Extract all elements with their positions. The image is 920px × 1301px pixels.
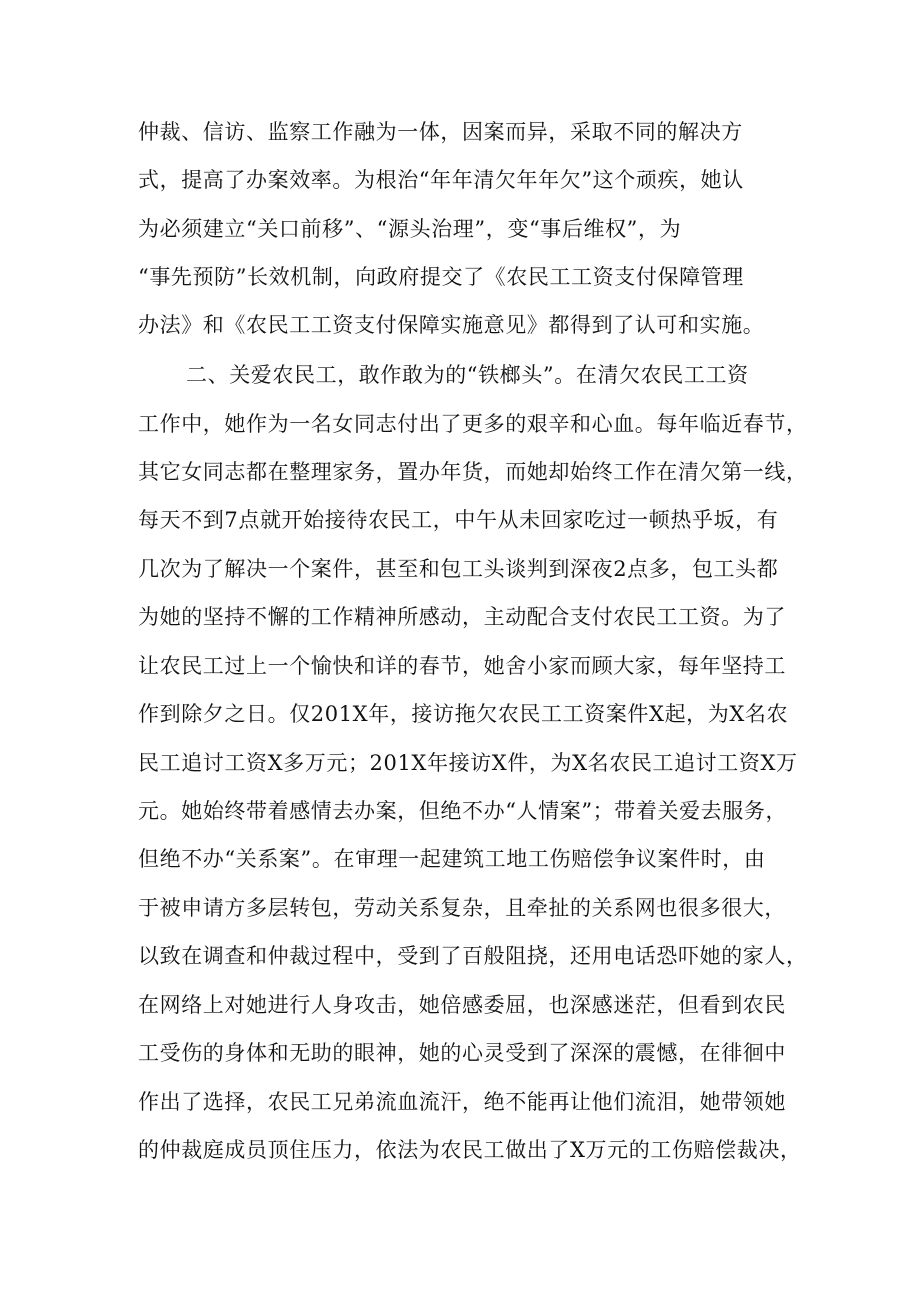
- text-line: 办法》和《农民工工资支付保障实施意见》都得到了认可和实施。: [138, 313, 765, 337]
- text-line: 其它女同志都在整理家务，置办年货，而她却始终工作在清欠第一线，: [138, 460, 808, 484]
- text-line: 作到除夕之日。仅201X年，接访拖欠农民工工资案件X起，为X名农: [138, 702, 789, 726]
- text-line: 的仲裁庭成员顶住压力，依法为农民工做出了X万元的工伤赔偿裁决，: [138, 1138, 802, 1162]
- text-line: 几次为了解决一个案件，甚至和包工头谈判到深夜2点多，包工头都: [138, 557, 779, 581]
- text-line: 在网络上对她进行人身攻击，她倍感委屈，也深感迷茫，但看到农民: [138, 993, 786, 1017]
- text-line: 但绝不办“关系案”。在审理一起建筑工地工伤赔偿争议案件时，由: [138, 847, 766, 871]
- text-line: 让农民工过上一个愉快和详的春节，她舍小家而顾大家，每年坚持工: [138, 654, 786, 678]
- text-line: 每天不到7点就开始接待农民工，中午从未回家吃过一顿热乎坂，有: [138, 508, 779, 532]
- text-line: 于被申请方多层转包，劳动关系复杂，且牵扯的关系网也很多很大，: [138, 896, 786, 920]
- text-line: “事先预防”长效机制，向政府提交了《农民工工资支付保障管理: [138, 265, 744, 289]
- text-line: 元。她始终带着感情去办案，但绝不办“人情案”；带着关爱去服务，: [138, 799, 788, 823]
- text-line: 以致在调查和仲裁过程中，受到了百般阻挠，还用电话恐吓她的家人，: [138, 944, 808, 968]
- text-line: 为必须建立“关口前移”、“源头治理”，变“事后维权”，为: [138, 217, 682, 241]
- paragraph-first-line: 二、关爱农民工，敢作敢为的“铁榔头”。在清欠农民工工资: [186, 363, 749, 387]
- text-line: 作出了选择，农民工兄弟流血流汗，绝不能再让他们流泪，她带领她: [138, 1090, 786, 1114]
- text-line: 工作中，她作为一名女同志付出了更多的艰辛和心血。每年临近春节，: [138, 412, 808, 436]
- text-line: 工受伤的身体和无助的眼神，她的心灵受到了深深的震憾，在徘徊中: [138, 1041, 786, 1065]
- text-line: 民工追讨工资X多万元；201X年接访X件，为X名农民工追讨工资X万: [138, 751, 798, 775]
- text-line: 式，提高了办案效率。为根治“年年清欠年年欠”这个顽疾，她认: [138, 168, 744, 192]
- text-line: 仲裁、信访、监察工作融为一体，因案而异，采取不同的解决方: [138, 120, 743, 144]
- text-line: 为她的坚持不懈的工作精神所感动，主动配合支付农民工工资。为了: [138, 605, 786, 629]
